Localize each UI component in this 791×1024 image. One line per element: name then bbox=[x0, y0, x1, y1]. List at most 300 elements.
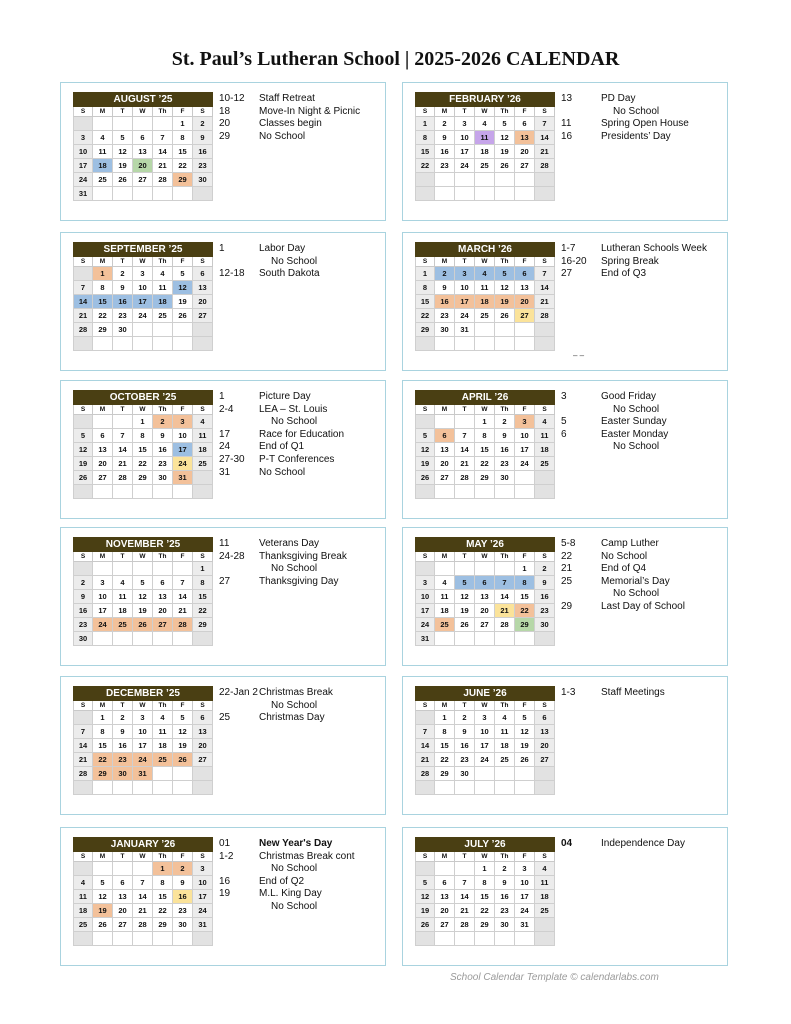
week-row bbox=[73, 485, 213, 499]
day-cell: 15 bbox=[515, 590, 535, 604]
day-cell: 2 bbox=[113, 267, 133, 281]
empty-cell bbox=[93, 781, 113, 795]
day-cell: 19 bbox=[495, 295, 515, 309]
week-row bbox=[415, 590, 555, 604]
event-label: Picture Day bbox=[259, 391, 311, 402]
event-label: Staff Meetings bbox=[601, 687, 665, 698]
week-row bbox=[73, 876, 213, 890]
event-list bbox=[219, 687, 384, 725]
week-row bbox=[415, 562, 555, 576]
event-date: 6 bbox=[561, 428, 567, 440]
weekday-label: M bbox=[93, 552, 113, 562]
day-cell: 23 bbox=[435, 309, 455, 323]
day-cell: 7 bbox=[133, 876, 153, 890]
day-cell: 12 bbox=[173, 281, 193, 295]
empty-cell bbox=[515, 471, 535, 485]
day-cell: 19 bbox=[73, 457, 93, 471]
day-cell: 25 bbox=[153, 309, 173, 323]
month-panel-apr bbox=[402, 380, 728, 519]
day-cell: 16 bbox=[193, 145, 213, 159]
weekday-label: Th bbox=[495, 701, 515, 711]
day-cell: 3 bbox=[173, 415, 193, 429]
day-cell: 27 bbox=[113, 918, 133, 932]
day-cell: 10 bbox=[455, 281, 475, 295]
weekday-label: S bbox=[535, 701, 555, 711]
day-cell: 5 bbox=[415, 429, 435, 443]
empty-cell bbox=[455, 187, 475, 201]
empty-cell bbox=[153, 932, 173, 946]
day-cell: 20 bbox=[515, 145, 535, 159]
day-cell: 22 bbox=[515, 604, 535, 618]
day-cell: 22 bbox=[133, 457, 153, 471]
day-cell: 25 bbox=[475, 159, 495, 173]
week-row bbox=[73, 632, 213, 646]
day-cell: 21 bbox=[73, 309, 93, 323]
day-cell: 1 bbox=[173, 117, 193, 131]
weekday-label: F bbox=[173, 405, 193, 415]
event-label: No School bbox=[613, 105, 660, 117]
event-date: 13 bbox=[561, 93, 573, 104]
day-cell: 13 bbox=[113, 890, 133, 904]
day-cell: 22 bbox=[93, 309, 113, 323]
day-cell: 18 bbox=[495, 739, 515, 753]
day-cell: 30 bbox=[535, 618, 555, 632]
day-cell: 8 bbox=[133, 429, 153, 443]
week-row bbox=[415, 576, 555, 590]
day-cell: 28 bbox=[455, 918, 475, 932]
empty-cell bbox=[415, 173, 435, 187]
event-item bbox=[561, 441, 726, 454]
event-item bbox=[561, 391, 726, 404]
day-cell: 27 bbox=[535, 753, 555, 767]
day-cell: 7 bbox=[535, 267, 555, 281]
event-item bbox=[219, 106, 384, 119]
empty-cell bbox=[73, 562, 93, 576]
empty-cell bbox=[495, 173, 515, 187]
day-cell: 4 bbox=[535, 862, 555, 876]
day-cell: 22 bbox=[173, 159, 193, 173]
weekday-label: T bbox=[455, 552, 475, 562]
event-label: Staff Retreat bbox=[259, 93, 315, 104]
empty-cell bbox=[515, 632, 535, 646]
week-row bbox=[415, 323, 555, 337]
month-panel-jul bbox=[402, 827, 728, 966]
day-cell: 4 bbox=[153, 711, 173, 725]
weekday-label: S bbox=[73, 107, 93, 117]
day-cell: 1 bbox=[515, 562, 535, 576]
week-row bbox=[415, 904, 555, 918]
weekday-header bbox=[415, 701, 555, 711]
day-cell: 19 bbox=[495, 145, 515, 159]
day-cell: 22 bbox=[475, 904, 495, 918]
event-date: 16 bbox=[561, 130, 573, 142]
empty-cell bbox=[173, 932, 193, 946]
weekday-label: S bbox=[193, 107, 213, 117]
weekday-label: T bbox=[455, 405, 475, 415]
event-date bbox=[219, 563, 259, 576]
day-cell: 5 bbox=[93, 876, 113, 890]
day-cell: 8 bbox=[435, 725, 455, 739]
empty-cell bbox=[475, 187, 495, 201]
empty-cell bbox=[495, 767, 515, 781]
day-cell: 13 bbox=[435, 890, 455, 904]
day-cell: 9 bbox=[455, 725, 475, 739]
empty-cell bbox=[153, 767, 173, 781]
day-cell: 21 bbox=[113, 457, 133, 471]
day-cell: 11 bbox=[435, 590, 455, 604]
weekday-label: T bbox=[455, 701, 475, 711]
day-cell: 25 bbox=[535, 904, 555, 918]
event-item bbox=[219, 700, 384, 713]
day-cell: 22 bbox=[475, 457, 495, 471]
event-date: 22-Jan 2 bbox=[219, 687, 258, 698]
empty-cell bbox=[515, 767, 535, 781]
day-cell: 6 bbox=[435, 429, 455, 443]
event-item bbox=[561, 538, 726, 551]
day-cell: 22 bbox=[93, 753, 113, 767]
month-title: SEPTEMBER ’25 bbox=[73, 242, 213, 257]
event-list bbox=[219, 391, 384, 479]
day-cell: 23 bbox=[535, 604, 555, 618]
day-cell: 10 bbox=[455, 131, 475, 145]
day-cell: 28 bbox=[535, 159, 555, 173]
day-cell: 1 bbox=[93, 711, 113, 725]
day-cell: 21 bbox=[415, 753, 435, 767]
weekday-label: F bbox=[515, 552, 535, 562]
empty-cell bbox=[93, 337, 113, 351]
weekday-label: Th bbox=[153, 107, 173, 117]
weekday-label: W bbox=[475, 107, 495, 117]
event-date: 1-7 bbox=[561, 243, 576, 254]
day-cell: 16 bbox=[455, 739, 475, 753]
day-cell: 31 bbox=[133, 767, 153, 781]
day-cell: 7 bbox=[73, 281, 93, 295]
day-cell: 2 bbox=[73, 576, 93, 590]
week-row bbox=[73, 131, 213, 145]
week-row bbox=[73, 725, 213, 739]
day-cell: 10 bbox=[515, 876, 535, 890]
empty-cell bbox=[113, 862, 133, 876]
empty-cell bbox=[415, 337, 435, 351]
event-label: Presidents’ Day bbox=[601, 130, 671, 142]
event-label: No School bbox=[271, 255, 318, 267]
day-cell: 23 bbox=[73, 618, 93, 632]
weekday-label: Th bbox=[153, 257, 173, 267]
day-cell: 10 bbox=[475, 725, 495, 739]
week-row bbox=[73, 309, 213, 323]
week-row bbox=[73, 618, 213, 632]
weekday-header bbox=[415, 552, 555, 562]
weekday-label: W bbox=[133, 552, 153, 562]
day-cell: 13 bbox=[435, 443, 455, 457]
weekday-label: M bbox=[93, 405, 113, 415]
day-cell: 30 bbox=[495, 471, 515, 485]
month-panel-jan bbox=[60, 827, 386, 966]
day-cell: 14 bbox=[415, 739, 435, 753]
day-cell: 11 bbox=[535, 429, 555, 443]
event-item bbox=[561, 268, 726, 281]
day-cell: 28 bbox=[455, 471, 475, 485]
day-cell: 7 bbox=[73, 725, 93, 739]
month-panel-mar bbox=[402, 232, 728, 371]
day-cell: 15 bbox=[435, 739, 455, 753]
day-cell: 2 bbox=[495, 862, 515, 876]
empty-cell bbox=[93, 632, 113, 646]
event-date: 20 bbox=[219, 118, 231, 130]
empty-cell bbox=[93, 117, 113, 131]
weekday-label: S bbox=[415, 701, 435, 711]
empty-cell bbox=[435, 862, 455, 876]
day-cell: 29 bbox=[415, 323, 435, 337]
empty-cell bbox=[435, 632, 455, 646]
day-cell: 8 bbox=[193, 576, 213, 590]
day-cell: 16 bbox=[435, 295, 455, 309]
event-item bbox=[219, 441, 384, 454]
day-cell: 9 bbox=[435, 281, 455, 295]
empty-cell bbox=[193, 485, 213, 499]
empty-cell bbox=[435, 187, 455, 201]
event-date: 5-8 bbox=[561, 538, 576, 549]
empty-cell bbox=[193, 337, 213, 351]
day-cell: 28 bbox=[415, 767, 435, 781]
event-label: No School bbox=[259, 130, 306, 142]
event-date: 24 bbox=[219, 441, 231, 453]
week-row bbox=[73, 590, 213, 604]
empty-cell bbox=[113, 415, 133, 429]
day-cell: 3 bbox=[455, 117, 475, 131]
weekday-label: F bbox=[515, 852, 535, 862]
empty-cell bbox=[515, 337, 535, 351]
day-cell: 25 bbox=[153, 753, 173, 767]
empty-cell bbox=[515, 485, 535, 499]
mini-calendar bbox=[73, 686, 213, 795]
empty-cell bbox=[153, 562, 173, 576]
day-cell: 26 bbox=[495, 159, 515, 173]
week-row bbox=[73, 918, 213, 932]
week-row bbox=[415, 890, 555, 904]
weekday-label: Th bbox=[153, 405, 173, 415]
month-panel-oct bbox=[60, 380, 386, 519]
week-row bbox=[73, 739, 213, 753]
day-cell: 7 bbox=[535, 117, 555, 131]
empty-cell bbox=[475, 562, 495, 576]
weekday-header bbox=[415, 257, 555, 267]
event-label: No School bbox=[271, 563, 318, 575]
weekday-label: S bbox=[193, 257, 213, 267]
event-date: 04 bbox=[561, 838, 573, 849]
day-cell: 22 bbox=[415, 159, 435, 173]
day-cell: 2 bbox=[153, 415, 173, 429]
week-row bbox=[415, 725, 555, 739]
event-label: No School bbox=[271, 900, 318, 912]
event-label: End of Q4 bbox=[601, 563, 647, 575]
month-title: FEBRUARY ’26 bbox=[415, 92, 555, 107]
day-cell: 17 bbox=[73, 159, 93, 173]
day-cell: 20 bbox=[113, 904, 133, 918]
day-cell: 27 bbox=[475, 618, 495, 632]
day-cell: 29 bbox=[475, 471, 495, 485]
day-cell: 12 bbox=[455, 590, 475, 604]
day-cell: 8 bbox=[475, 876, 495, 890]
week-row bbox=[415, 632, 555, 646]
week-row bbox=[415, 117, 555, 131]
empty-cell bbox=[133, 117, 153, 131]
empty-cell bbox=[515, 932, 535, 946]
weekday-label: S bbox=[535, 257, 555, 267]
week-row bbox=[415, 739, 555, 753]
day-cell: 24 bbox=[93, 618, 113, 632]
weekday-label: M bbox=[435, 257, 455, 267]
day-cell: 1 bbox=[435, 711, 455, 725]
weekday-label: M bbox=[435, 552, 455, 562]
event-date bbox=[219, 700, 259, 713]
empty-cell bbox=[455, 932, 475, 946]
month-panel-dec bbox=[60, 676, 386, 815]
day-cell: 14 bbox=[153, 145, 173, 159]
event-date: 27 bbox=[219, 575, 231, 587]
month-panel-feb bbox=[402, 82, 728, 221]
day-cell: 14 bbox=[535, 281, 555, 295]
day-cell: 30 bbox=[153, 471, 173, 485]
day-cell: 18 bbox=[435, 604, 455, 618]
day-cell: 24 bbox=[475, 753, 495, 767]
week-row bbox=[415, 159, 555, 173]
day-cell: 14 bbox=[133, 890, 153, 904]
day-cell: 25 bbox=[93, 173, 113, 187]
event-date: 17 bbox=[219, 428, 231, 440]
day-cell: 4 bbox=[73, 876, 93, 890]
empty-cell bbox=[535, 781, 555, 795]
event-label: No School bbox=[271, 416, 318, 428]
stray-mark: – – bbox=[573, 351, 585, 360]
day-cell: 11 bbox=[193, 429, 213, 443]
weekday-label: W bbox=[475, 257, 495, 267]
day-cell: 23 bbox=[495, 457, 515, 471]
day-cell: 5 bbox=[495, 117, 515, 131]
day-cell: 2 bbox=[535, 562, 555, 576]
day-cell: 10 bbox=[93, 590, 113, 604]
month-title: JANUARY ’26 bbox=[73, 837, 213, 852]
day-cell: 14 bbox=[173, 590, 193, 604]
day-cell: 9 bbox=[73, 590, 93, 604]
month-panel-may bbox=[402, 527, 728, 666]
month-title: MAY ’26 bbox=[415, 537, 555, 552]
day-cell: 16 bbox=[495, 443, 515, 457]
day-cell: 27 bbox=[435, 471, 455, 485]
day-cell: 10 bbox=[193, 876, 213, 890]
day-cell: 17 bbox=[475, 739, 495, 753]
day-cell: 8 bbox=[93, 725, 113, 739]
day-cell: 16 bbox=[113, 295, 133, 309]
day-cell: 1 bbox=[193, 562, 213, 576]
mini-calendar bbox=[415, 537, 555, 646]
day-cell: 5 bbox=[455, 576, 475, 590]
day-cell: 31 bbox=[455, 323, 475, 337]
day-cell: 18 bbox=[93, 159, 113, 173]
event-item bbox=[561, 131, 726, 144]
day-cell: 22 bbox=[435, 753, 455, 767]
day-cell: 23 bbox=[495, 904, 515, 918]
event-list bbox=[561, 838, 726, 851]
day-cell: 10 bbox=[415, 590, 435, 604]
event-label: Good Friday bbox=[601, 391, 657, 402]
day-cell: 16 bbox=[173, 890, 193, 904]
week-row bbox=[415, 781, 555, 795]
day-cell: 18 bbox=[73, 904, 93, 918]
day-cell: 24 bbox=[515, 904, 535, 918]
empty-cell bbox=[93, 932, 113, 946]
event-item bbox=[561, 838, 726, 851]
empty-cell bbox=[515, 173, 535, 187]
page-title: St. Paul’s Lutheran School | 2025-2026 CALENDAR bbox=[171, 48, 620, 70]
week-row bbox=[73, 415, 213, 429]
day-cell: 31 bbox=[515, 918, 535, 932]
week-row bbox=[73, 457, 213, 471]
day-cell: 13 bbox=[153, 590, 173, 604]
weekday-label: Th bbox=[153, 701, 173, 711]
day-cell: 20 bbox=[193, 739, 213, 753]
empty-cell bbox=[475, 173, 495, 187]
event-label: Lutheran Schools Week bbox=[601, 243, 707, 254]
empty-cell bbox=[415, 862, 435, 876]
week-row bbox=[73, 932, 213, 946]
day-cell: 26 bbox=[73, 471, 93, 485]
weekday-label: S bbox=[415, 405, 435, 415]
empty-cell bbox=[173, 632, 193, 646]
day-cell: 26 bbox=[515, 753, 535, 767]
day-cell: 4 bbox=[495, 711, 515, 725]
day-cell: 7 bbox=[455, 876, 475, 890]
month-title: MARCH ’26 bbox=[415, 242, 555, 257]
day-cell: 10 bbox=[133, 725, 153, 739]
day-cell: 14 bbox=[73, 739, 93, 753]
week-row bbox=[73, 145, 213, 159]
empty-cell bbox=[133, 932, 153, 946]
event-item bbox=[219, 687, 384, 700]
mini-calendar bbox=[73, 92, 213, 201]
day-cell: 24 bbox=[415, 618, 435, 632]
weekday-label: S bbox=[415, 852, 435, 862]
event-item bbox=[219, 243, 384, 256]
day-cell: 6 bbox=[93, 429, 113, 443]
event-label: Last Day of School bbox=[601, 600, 685, 612]
event-date: 27-30 bbox=[219, 453, 245, 465]
day-cell: 24 bbox=[193, 904, 213, 918]
day-cell: 14 bbox=[455, 443, 475, 457]
day-cell: 13 bbox=[475, 590, 495, 604]
day-cell: 28 bbox=[73, 767, 93, 781]
empty-cell bbox=[435, 415, 455, 429]
week-row bbox=[415, 443, 555, 457]
weekday-header bbox=[415, 852, 555, 862]
empty-cell bbox=[113, 932, 133, 946]
day-cell: 21 bbox=[495, 604, 515, 618]
day-cell: 3 bbox=[455, 267, 475, 281]
day-cell: 6 bbox=[193, 267, 213, 281]
month-title: NOVEMBER ’25 bbox=[73, 537, 213, 552]
event-item bbox=[219, 538, 384, 551]
event-date: 31 bbox=[219, 466, 231, 478]
event-date: 1-3 bbox=[561, 687, 576, 698]
empty-cell bbox=[415, 485, 435, 499]
empty-cell bbox=[475, 632, 495, 646]
week-row bbox=[73, 187, 213, 201]
day-cell: 20 bbox=[93, 457, 113, 471]
day-cell: 21 bbox=[455, 457, 475, 471]
day-cell: 31 bbox=[173, 471, 193, 485]
weekday-label: T bbox=[113, 257, 133, 267]
week-row bbox=[73, 890, 213, 904]
